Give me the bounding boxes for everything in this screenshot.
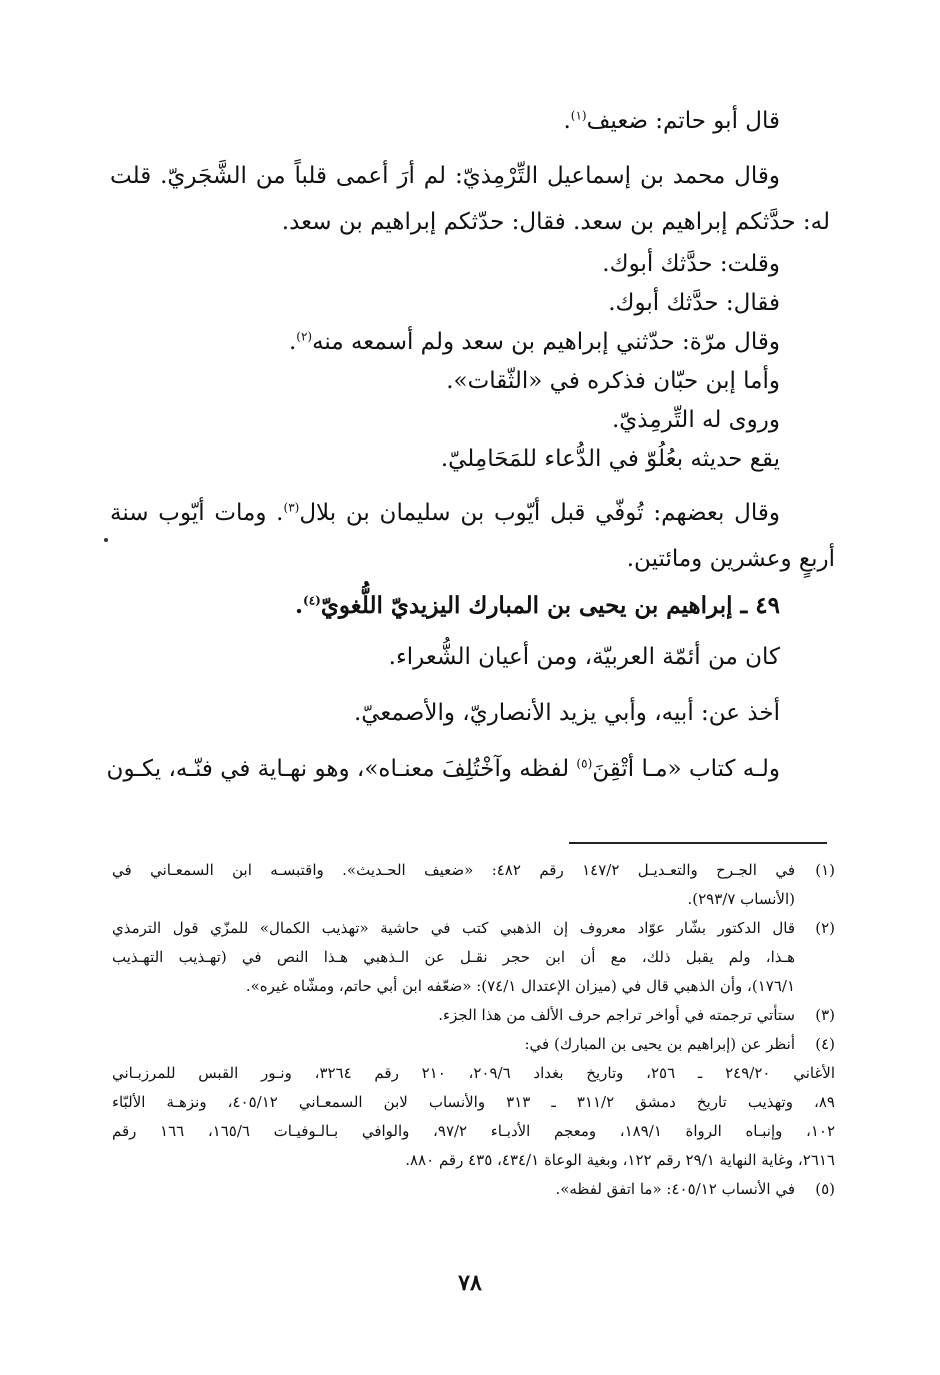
text-line-14: أخذ عن: أبيه، وأبي يزيد الأنصاريّ، والأصمعيّ. [353,700,780,726]
footnote-ref-4[interactable]: (٤) [303,593,321,608]
footnote-ref-3[interactable]: (٣) [283,500,300,515]
footnote-line: ٨٩، وتهذيب تاريخ دمشق ٣١١/٢ ـ ٣١٣ والأنساب لابن السمعـاني ٤٠٥/١٢، ونزهـة الألبّاء [112,1093,835,1111]
main-text [106,108,835,802]
footnote-number: (٤) [815,1035,835,1053]
footnote-line: في الأنساب ٤٠٥/١٢: «ما اتفق لفظه». [555,1180,795,1198]
footnote-ref-5[interactable]: (٥) [576,756,593,771]
footnote-ref-1[interactable]: (١) [570,108,587,123]
footnote-line: ١٧٦/١)، وأن الذهبي قال في (ميزان الإعتدال ٧٤/١): «ضعّفه ابن أبي حاتم، ومشّاه غيره». [245,977,795,995]
footnote-number: (٢) [815,919,835,937]
footnote-number: (٥) [815,1180,835,1198]
footnote-line: ٢٦١٦، وغاية النهاية ٢٩/١ رقم ١٢٢، وبغية الوعاة ٤٣٤/١، ٤٣٥ رقم ٨٨٠. [405,1151,835,1169]
footnote-4 [112,1030,835,1059]
text-line-13: كان من أئمّة العربيّة، ومن أعيان الشُّعراء. [388,644,780,670]
text-line-11: أربعٍ وعشرين ومائتين. [626,546,835,572]
footnote-number: (١) [815,861,835,879]
text-line-5: فقال: حدَّثك أبوك. [608,290,780,316]
margin-dot [104,538,108,542]
footnote-ref-2[interactable]: (٢) [296,329,313,344]
footnote-line: هـذا، ولم يقبل ذلك، مع أن ابن حجر نقـل عن الـذهبي هـذا النص في (تهـذيب التهـذيب [112,948,795,966]
text-line-15: ولـه كتاب «مـا أتْقِنَ$^{(٥)}$ لفظه وآخْتُلِفَ معنـاه»، وهو نهـاية في فنّـه، يكـون [106,756,780,782]
text-line-2: وقال محمد بن إسماعيل التِّرْمِذيّ: لم أرَ أعمى قلباً من الشَّجَريّ. قلت [110,163,780,189]
page-number: ٧٨ [458,1270,482,1296]
footnote-4-sources [112,1059,835,1175]
text-line-10: وقال بعضهم: تُوفّي قبل أيّوب بن سليمان بن بلال$^{(٣)}$. ومات أيّوب سنة [110,500,780,526]
footnote-number: (٣) [815,1006,835,1024]
footnote-line: في الجـرح والتعـديـل ١٤٧/٢ رقم ٤٨٢: «ضعيف الحـديث». واقتبسـه ابن السمعـاني في [112,861,795,879]
footnotes [112,856,835,1204]
footnote-line: الأغاني ٢٤٩/٢٠ ـ ٢٥٦، وتاريخ بغداد ٢٠٩/٦، ٢١٠ رقم ٣٢٦٤، ونـور القبس للمرزبـاني [112,1064,835,1082]
text-line-4: وقلت: حدَّثك أبوك. [602,251,780,277]
footnote-1 [112,856,835,914]
footnote-separator [569,842,827,844]
footnote-2 [112,914,835,1001]
text-line-8: وروى له التِّرمِذيّ. [611,407,780,433]
footnote-3 [112,1001,835,1030]
text-line-6: وقال مرّة: حدّثني إبراهيم بن سعد ولم أسمعه منه$^{(٢)}$. [288,329,780,355]
text-line-7: وأما إبن حبّان فذكره في «الثّقات». [446,368,780,394]
entry-heading: ٤٩ ـ إبراهيم بن يحيى بن المبارك اليزيديّ اللُّغويّ$^{(٤)}$. [295,592,780,619]
footnote-line: قال الدكتور بشّار عوّاد معروف إن الذهبي كتب في حاشية «تهذيب الكمال» للمزّي قول الترمذي [112,919,795,937]
footnote-line: أنظر عن (إبراهيم بن يحيى بن المبارك) في: [524,1035,795,1053]
text-line-3: له: حدَّثكم إبراهيم بن سعد. فقال: حدّثكم إبراهيم بن سعد. [281,209,830,235]
footnote-line: ستأتي ترجمته في أواخر تراجم حرف الألف من هذا الجزء. [438,1006,795,1024]
footnote-line: (الأنساب ٢٩٣/٧). [687,890,795,908]
text-line-9: يقع حديثه بعُلُوّ في الدُّعاء للمَحَامِليّ. [440,446,780,472]
footnote-5 [112,1175,835,1204]
text-line-1: قال أبو حاتم: ضعيف$^{(١)}$. [563,108,780,134]
footnote-line: ١٠٢، وإنبـاه الرواة ١٨٩/١، ومعجم الأدبـاء ٩٧/٢، والوافي بـالـوفيـات ١٦٥/٦، ١٦٦ رقم [112,1122,835,1140]
